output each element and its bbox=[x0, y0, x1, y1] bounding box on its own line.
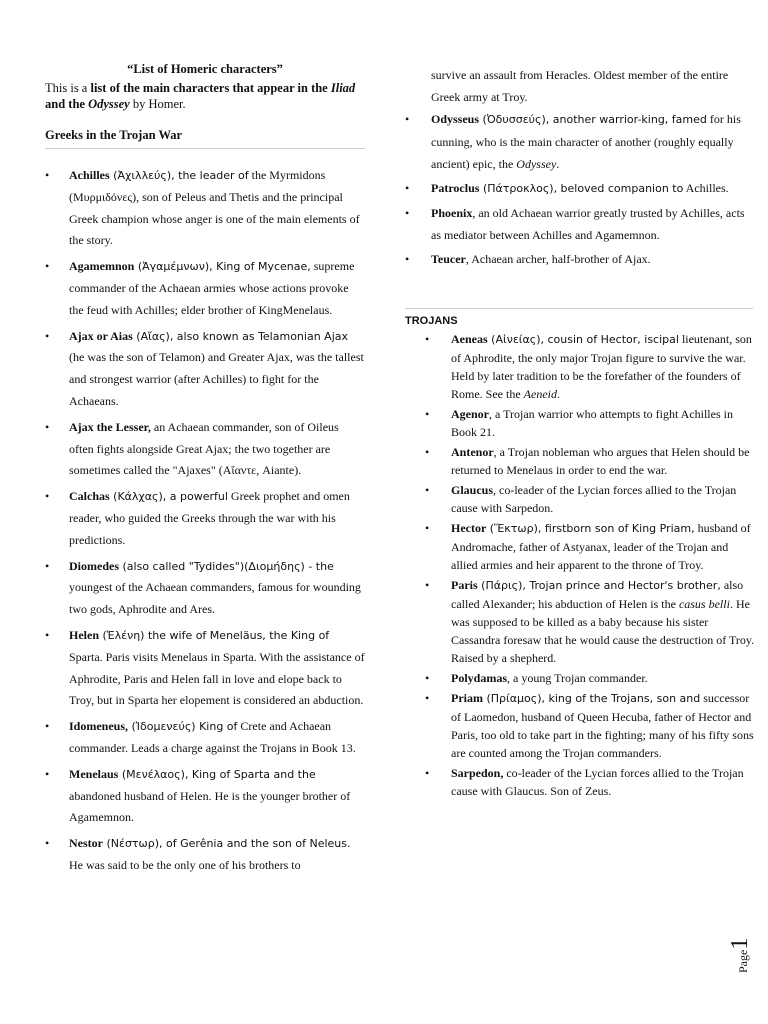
character-greek: (Κάλχας), a powerful bbox=[109, 490, 228, 504]
character-description: Crete and Achaean commander. Leads a charge against the Trojans in Book 13. bbox=[69, 719, 356, 755]
character-name: Agamemnon bbox=[69, 259, 135, 274]
character-description: also called Alexander; his abduction of Helen is the bbox=[451, 578, 744, 611]
character-name: Menelaus bbox=[69, 766, 119, 781]
greeks-list-continued bbox=[405, 108, 755, 270]
character-name: Ajax the Lesser, bbox=[69, 419, 151, 434]
character-name: Sarpedon, bbox=[451, 766, 504, 780]
document-title: “List of Homeric characters” bbox=[127, 62, 283, 76]
trojans-heading: TROJANS bbox=[405, 308, 753, 327]
list-item bbox=[45, 764, 365, 829]
character-greek: (Αἰνείας), cousin of Hector, iscipal bbox=[487, 333, 679, 346]
character-name: Agenor bbox=[451, 407, 489, 421]
intro-odyssey: Odyssey bbox=[88, 97, 130, 111]
character-name: Polydamas bbox=[451, 671, 508, 685]
character-name: Hector bbox=[451, 521, 487, 535]
intro-iliad: Iliad bbox=[330, 81, 356, 95]
character-description: lieutenant, son of Aphrodite, the only major Trojan figure to survive the war. Held by later tradition to be the forefather of the founders of Rome. See the bbox=[451, 332, 752, 401]
page-word: Page bbox=[736, 949, 750, 973]
page-number: 1 bbox=[727, 937, 753, 950]
character-name: Phoenix bbox=[431, 206, 473, 220]
character-description: He was said to be the only one of his brothers to bbox=[69, 857, 301, 872]
character-greek: (Πάτροκλος), beloved companion to bbox=[479, 182, 684, 195]
character-description: co-leader of the Lycian forces allied to the Trojan cause with Glaucus. Son of Zeus. bbox=[451, 766, 744, 798]
character-name: Teucer bbox=[431, 252, 466, 266]
character-description: Achilles. bbox=[683, 181, 729, 195]
character-name: Ajax or Aias bbox=[69, 328, 133, 343]
character-description: supreme commander of the Achaean armies whose actions provoke the feud with Achilles; elder brother of KingMenelaus. bbox=[69, 259, 355, 317]
character-description: , co-leader of the Lycian forces allied to the Trojan cause with Sarpedon. bbox=[451, 483, 737, 515]
character-italic: casus belli bbox=[678, 597, 730, 611]
list-item bbox=[405, 177, 755, 200]
list-item bbox=[405, 519, 755, 574]
character-greek: (Πάρις), Trojan prince and Hector's brother, bbox=[477, 579, 721, 592]
character-description: , a Trojan warrior who attempts to fight Achilles in Book 21. bbox=[451, 407, 733, 439]
character-name: Calchas bbox=[69, 489, 110, 504]
intro-and: and the bbox=[45, 97, 89, 111]
character-name: Nestor bbox=[69, 836, 103, 851]
list-item bbox=[405, 443, 755, 479]
character-name: Priam bbox=[451, 691, 483, 705]
character-name: Patroclus bbox=[431, 181, 480, 195]
character-after: . bbox=[556, 157, 560, 171]
character-name: Paris bbox=[451, 578, 478, 592]
character-description: abandoned husband of Helen. He is the younger brother of Agamemnon. bbox=[69, 788, 351, 825]
list-item bbox=[405, 764, 755, 800]
list-item bbox=[45, 326, 365, 413]
list-item bbox=[45, 625, 365, 712]
character-description: , Achaean archer, half-brother of Ajax. bbox=[465, 252, 651, 266]
character-greek: (Νέστωρ), of Gerênia and the son of Neleus. bbox=[102, 837, 351, 851]
nestor-continued: survive an assault from Heracles. Oldest member of the entire Greek army at Troy. bbox=[431, 68, 729, 104]
intro-paragraph bbox=[45, 80, 365, 112]
character-name: Diomedes bbox=[69, 558, 119, 573]
character-greek: (also called "Tydides")(Διομήδης) - the bbox=[119, 559, 334, 573]
character-description: Greek prophet and omen reader, who guided the Greeks through the war with his predictions. bbox=[69, 489, 350, 547]
intro-by: by Homer. bbox=[129, 97, 186, 111]
character-greek: (Ὀδυσσεύς), another warrior-king, famed bbox=[479, 113, 707, 126]
character-greek: (Αἴας), also known as Telamonian Ajax bbox=[132, 329, 348, 343]
character-name: Glaucus bbox=[451, 483, 494, 497]
list-item bbox=[405, 248, 755, 270]
character-description: for his cunning, who is the main character of another (roughly equally ancient) epic, the bbox=[431, 112, 741, 171]
character-name: Antenor bbox=[451, 445, 494, 459]
character-greek: (Μενέλαος), King of Sparta and the bbox=[118, 767, 316, 781]
list-item bbox=[45, 716, 365, 760]
page-number-label bbox=[727, 933, 768, 973]
list-item bbox=[45, 417, 365, 482]
list-item bbox=[405, 330, 755, 403]
list-item bbox=[405, 108, 755, 175]
list-item bbox=[405, 202, 755, 246]
left-column bbox=[45, 62, 365, 881]
character-name: Helen bbox=[69, 627, 99, 642]
list-item bbox=[405, 481, 755, 517]
character-name: Idomeneus, bbox=[69, 719, 129, 734]
character-greek: (Πρίαμος), king of the Trojans, son and bbox=[483, 692, 701, 705]
list-item bbox=[45, 833, 365, 877]
character-description: husband of Andromache, father of Astyanax, leader of the Trojan and allied armies and heir apparent to the throne of Troy. bbox=[451, 521, 751, 572]
character-description: the Myrmidons (Μυρμιδόνες), son of Peleus and Thetis and the principal Greek champion whose anger is one of the main elements of the story. bbox=[69, 168, 360, 248]
greeks-list bbox=[45, 165, 365, 877]
character-description: Sparta. Paris visits Menelaus in Sparta. With the assistance of Aphrodite, Paris and Helen fall in love and elope back to Troy, but in Sparta her elopement is considered an abduction. bbox=[69, 649, 365, 708]
character-description: , a young Trojan commander. bbox=[507, 671, 648, 685]
intro-bold: list of the main characters that appear in the bbox=[90, 81, 331, 95]
list-item bbox=[405, 576, 755, 667]
character-description: , an old Achaean warrior greatly trusted by Achilles, acts as mediator between Achilles and Agamemnon. bbox=[431, 206, 745, 242]
character-greek: (Ἀχιλλεύς), the leader of bbox=[109, 169, 249, 182]
character-name: Odysseus bbox=[431, 112, 480, 126]
character-name: Achilles bbox=[69, 168, 110, 182]
character-description: , a Trojan nobleman who argues that Helen should be returned to Menelaus in order to end the war. bbox=[451, 445, 750, 477]
character-name: Aeneas bbox=[451, 332, 488, 346]
list-item bbox=[45, 256, 365, 321]
list-item bbox=[45, 486, 365, 551]
character-description: (he was the son of Telamon) and Greater Ajax, was the tallest and strongest warrior (after Achilles) to fight for the Achaeans. bbox=[69, 350, 364, 408]
character-italic: Aeneid bbox=[523, 387, 557, 401]
character-italic: Odyssey bbox=[516, 157, 557, 171]
list-item bbox=[405, 669, 755, 687]
character-after: . bbox=[556, 387, 560, 401]
greeks-heading: Greeks in the Trojan War bbox=[45, 128, 365, 149]
character-after: . He was supposed to be killed as a baby because his sister Cassandra foresaw that he would cause the destruction of Troy. Raised by a shepherd. bbox=[451, 597, 755, 665]
right-column bbox=[405, 64, 755, 802]
trojans-list bbox=[405, 330, 755, 800]
character-greek: (Ἀγαμέμνων), King of Mycenae, bbox=[134, 260, 311, 274]
character-description: youngest of the Achaean commanders, famous for wounding two gods, Aphrodite and Ares. bbox=[69, 580, 361, 617]
character-description: successor of Laomedon, husband of Queen Hecuba, father of Hector and Paris, too old to take part in the fighting; many of his fifty sons are counted among the Trojan commanders. bbox=[451, 691, 754, 760]
character-greek: (Ἕκτωρ), firstborn son of King Priam, bbox=[486, 522, 695, 535]
character-greek: (Ἑλένη) the wife of Meneläus, the King of bbox=[99, 628, 330, 642]
list-item bbox=[45, 556, 365, 621]
intro-lead: This is a bbox=[45, 81, 91, 95]
list-item bbox=[45, 165, 365, 252]
list-item bbox=[405, 689, 755, 762]
character-greek: (Ἰδομενεύς) King of bbox=[128, 720, 238, 734]
list-item bbox=[405, 405, 755, 441]
character-description: an Achaean commander, son of Oileus often fights alongside Great Ajax; the two together are sometimes called the "Ajaxes" (Αἴαντε, Aiante). bbox=[69, 419, 339, 478]
